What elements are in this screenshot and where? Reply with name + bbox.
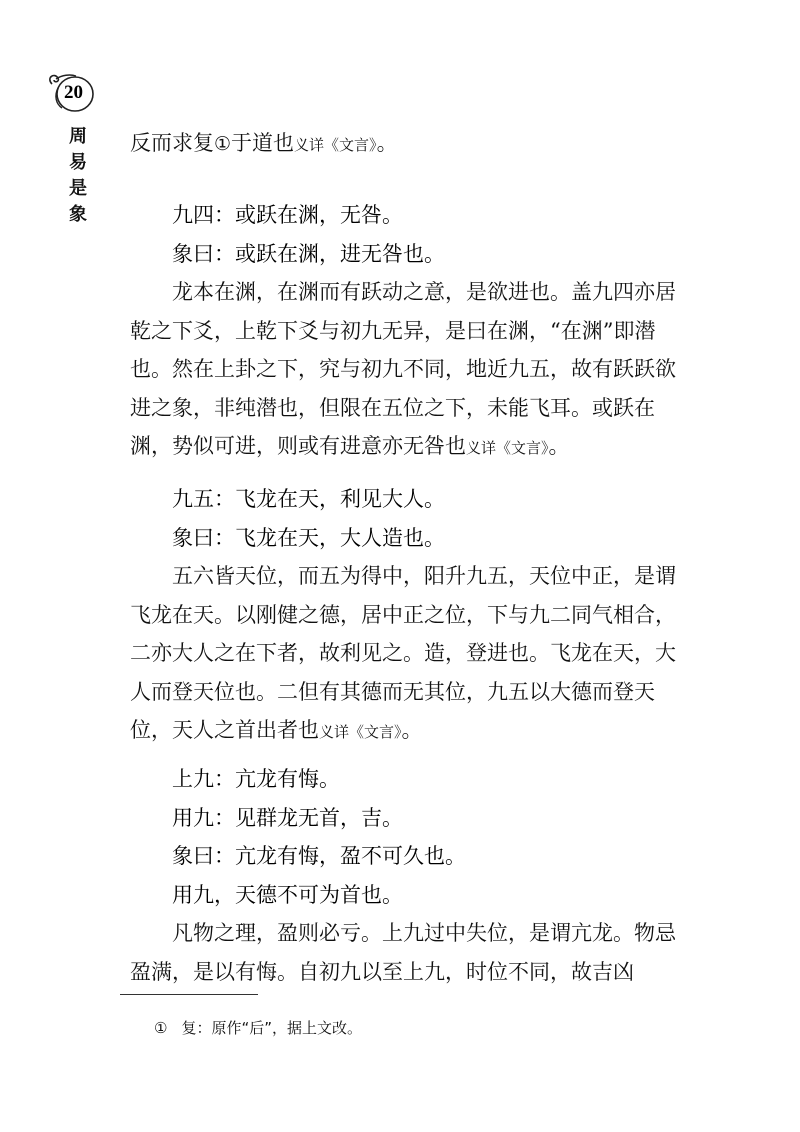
yao-statement: 九四：或跃在渊，无咎。	[172, 203, 403, 227]
footnote	[154, 1017, 362, 1039]
xiang-statement: 象曰：亢龙有悔，盈不可久也。	[172, 844, 466, 868]
punctuation: 。	[401, 718, 423, 742]
footnote-number: ①	[154, 1019, 168, 1037]
punctuation: 。	[376, 131, 398, 155]
xiang-statement: 象曰：飞龙在天，大人造也。	[172, 525, 445, 550]
xiang-statement: 象曰：或跃在渊，进无咎也。	[172, 241, 445, 266]
commentary-paragraph	[130, 557, 690, 752]
footnote-text: 复：原作“后”，据上文改。	[181, 1019, 362, 1037]
paragraph-continuation	[130, 124, 690, 165]
book-title-char: 周	[69, 126, 87, 147]
section-jiu-si	[130, 196, 690, 468]
commentary-text: 五六皆天位，而五为得中，阳升九五，天位中正，是谓飞龙在天。以刚健之德，居中正之位，下与九二同气相合，二亦大人之在下者，故利见之。造，登进也。飞龙在天，大人而登天位也。二但有其德而无其位，九五以大德而登天位，天人之首出者也	[130, 564, 676, 742]
book-title-char: 易	[69, 152, 87, 173]
page-number-badge	[44, 70, 96, 116]
cross-reference: 义详《文言》	[466, 439, 549, 457]
page-number: 20	[64, 82, 83, 103]
cross-reference: 义详《文言》	[294, 136, 377, 154]
commentary-paragraph	[130, 273, 690, 468]
cross-reference: 义详《文言》	[319, 723, 402, 741]
paragraph-text: 于道也	[231, 131, 295, 155]
xiang-statement: 用九，天德不可为首也。	[172, 882, 403, 907]
section-shang-jiu	[130, 760, 690, 991]
footnote-divider	[120, 994, 258, 995]
yao-statement: 九五：飞龙在天，利见大人。	[172, 487, 445, 511]
commentary-text: 龙本在渊，在渊而有跃动之意，是欲进也。盖九四亦居乾之下爻，上乾下爻与初九无异，是曰在渊，“在渊”即潜也。然在上卦之下，究与初九不同，地近九五，故有跃跃欲进之象，非纯潜也，但限在五位之下，未能飞耳。或跃在渊，势似可进，则或有进意亦无咎也	[130, 280, 676, 458]
yao-statement: 用九：见群龙无首，吉。	[172, 805, 403, 830]
book-title-vertical	[67, 124, 89, 228]
punctuation: 。	[548, 434, 570, 458]
book-title-char: 象	[69, 204, 87, 225]
book-title-char: 是	[69, 178, 87, 199]
yao-statement: 上九：亢龙有悔。	[172, 767, 340, 791]
section-jiu-wu	[130, 480, 690, 752]
paragraph-text: 反而求复	[130, 131, 214, 155]
commentary-paragraph: 凡物之理，盈则必亏。上九过中失位，是谓亢龙。物忌盈满，是以有悔。自初九以至上九，时位不同，故吉凶	[130, 921, 676, 984]
footnote-reference: ①	[214, 133, 232, 155]
